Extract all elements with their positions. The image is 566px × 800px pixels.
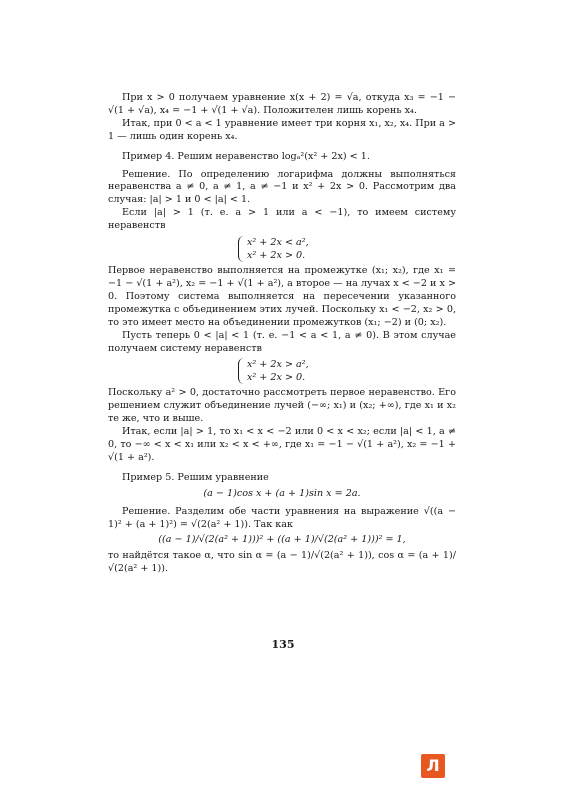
example-heading: Пример 4. Решим неравенство logₐ²(x² + 2x) < 1.: [122, 150, 370, 162]
paragraph: При x > 0 получаем уравнение x(x + 2) = √a, откуда x₃ = −1 − √(1 + √a), x₄ = −1 + √(1 + √a). Положителен лишь корень x₄.: [108, 92, 456, 116]
paragraph: Первое неравенство выполняется на промежутке (x₁; x₂), где x₁ = −1 − √(1 + a²), x₂ = −1 + √(1 + a²), а второе — на лучах x < −2 и x > 0. Поэтому система выполняется на пересечении указанного промежутка с объединением этих лучей. Поскольку x₁ < −2, x₂ > 0, то это имеет место на объединении промежутков (x₁; −2) и (0; x₂).: [108, 265, 456, 328]
equation: (a − 1)cos x + (a + 1)sin x = 2a.: [203, 487, 361, 499]
system-line: x² + 2x > a²,: [247, 359, 309, 371]
paragraph: Пусть теперь 0 < |a| < 1 (т. е. −1 < a < 1, a ≠ 0). В этом случае получаем систему неравенств: [108, 329, 456, 354]
paragraph: Решение. По определению логарифма должны выполняться неравенства a ≠ 0, a ≠ 1, a ≠ −1 и x² + 2x > 0. Рассмотрим два случая: |a| > 1 и 0 < |a| < 1.: [108, 168, 456, 206]
equation: ((a − 1)/√(2(a² + 1)))² + ((a + 1)/√(2(a² + 1)))² = 1,: [158, 534, 406, 546]
system-line: x² + 2x > 0.: [247, 250, 306, 262]
publisher-logo: Л: [421, 754, 445, 778]
system-line: x² + 2x < a²,: [247, 237, 309, 249]
system-line: x² + 2x > 0.: [247, 372, 306, 384]
paragraph: Итак, при 0 < a < 1 уравнение имеет три корня x₁, x₂, x₄. При a > 1 — лишь один корень x₄.: [108, 117, 456, 142]
example-heading: Пример 5. Решим уравнение: [122, 471, 269, 483]
paragraph: то найдётся такое α, что sin α = (a − 1)/√(2(a² + 1)), cos α = (a + 1)/√(2(a² + 1)).: [108, 550, 456, 575]
paragraph: Решение. Разделим обе части уравнения на выражение √((a − 1)² + (a + 1)²) = √(2(a² + 1)). Так как: [108, 505, 456, 530]
paragraph: Итак, если |a| > 1, то x₁ < x < −2 или 0 < x < x₂; если |a| < 1, a ≠ 0, то −∞ < x < x₁ или x₂ < x < +∞, где x₁ = −1 − √(1 + a²), x₂ = −1 + √(1 + a²).: [108, 426, 456, 463]
page-number: 135: [271, 638, 295, 651]
inequality-system-2: [238, 358, 367, 384]
inequality-system-1: [238, 236, 367, 262]
paragraph: Поскольку a² > 0, достаточно рассмотреть первое неравенство. Его решением служит объединение лучей (−∞; x₁) и (x₂; +∞), где x₁ и x₂ те же, что и выше.: [108, 387, 456, 425]
page-text: [108, 92, 456, 576]
paragraph: Если |a| > 1 (т. е. a > 1 или a < −1), то имеем систему неравенств: [108, 207, 456, 232]
